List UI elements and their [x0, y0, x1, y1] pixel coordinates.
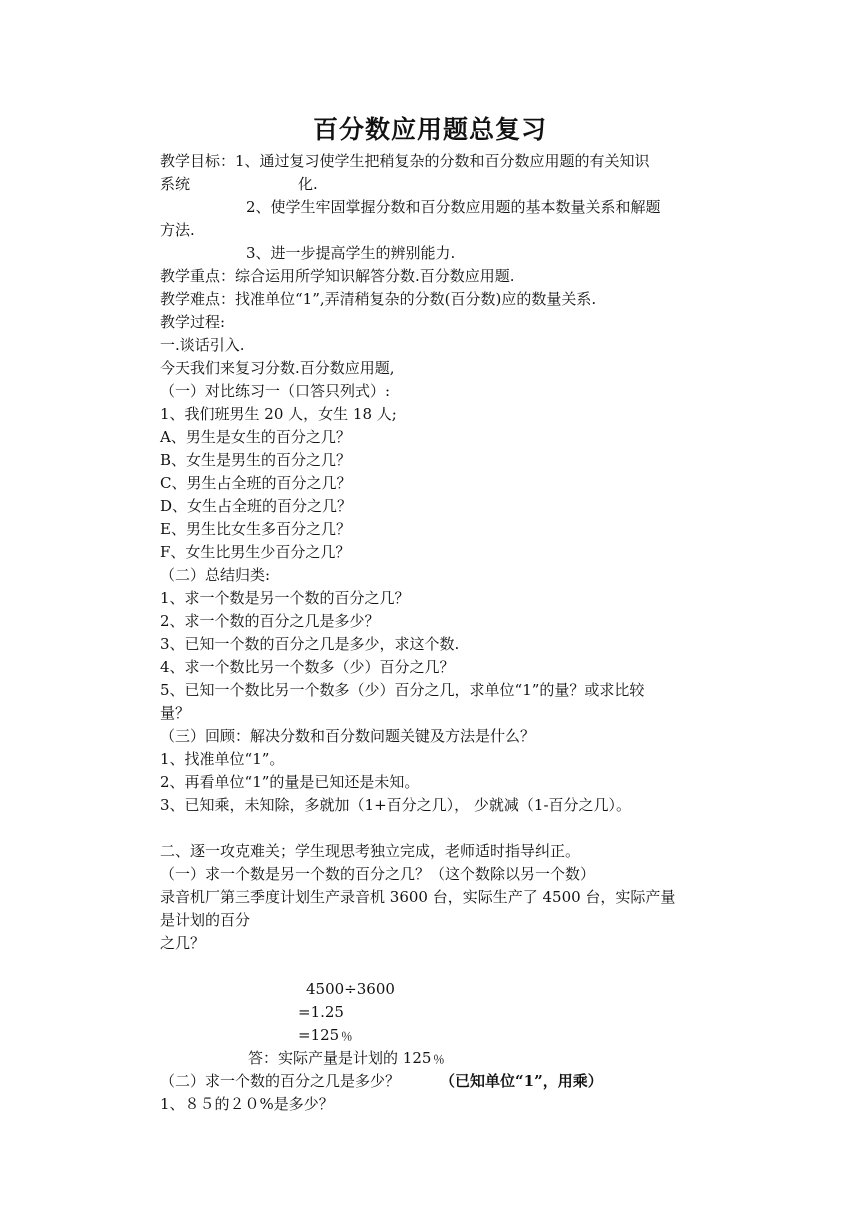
- part1-heading: 一.谈话引入.: [160, 336, 245, 354]
- summary-3: 3、已知一个数的百分之几是多少，求这个数.: [160, 635, 460, 653]
- problem-line-2: 是计划的百分: [160, 911, 251, 929]
- part1-sub2: （二）总结归类:: [160, 566, 271, 584]
- objective-line-4: 方法.: [160, 221, 195, 239]
- review-1: 1、找准单位“1”。: [160, 750, 285, 768]
- part2-sub2: （二）求一个数的百分之几是多少？: [160, 1072, 401, 1090]
- part1-q1: 1、我们班男生 20 人，女生 18 人;: [160, 405, 397, 423]
- document-title: 百分数应用题总复习: [312, 115, 547, 144]
- part1-qf: F、女生比男生少百分之几？: [160, 543, 351, 561]
- part2-heading: 二、逐一攻克难关；学生现思考独立完成，老师适时指导纠正。: [160, 842, 581, 860]
- calc-line-3: =125﹪: [298, 1026, 355, 1044]
- review-2: 2、再看单位“1”的量是已知还是未知。: [160, 773, 420, 791]
- objective-line-5: 3、进一步提高学生的辨别能力.: [246, 244, 456, 262]
- difficulty: 教学难点：找准单位“1”,弄清稍复杂的分数(百分数)应的数量关系.: [160, 290, 597, 308]
- part2-sub2-note: （已知单位“1”，用乘）: [440, 1072, 603, 1090]
- part2-sub1: （一）求一个数是另一个数的百分之几？（这个数除以另一个数）: [160, 865, 596, 883]
- part1-qc: C、男生占全班的百分之几？: [160, 474, 352, 492]
- problem-line-3: 之几？: [160, 934, 206, 952]
- part1-sub1: （一）对比练习一（口答只列式）:: [160, 382, 391, 400]
- summary-2: 2、求一个数的百分之几是多少？: [160, 612, 380, 630]
- summary-5a: 5、已知一个数比另一个数多（少）百分之几，求单位“1”的量？或求比较: [160, 681, 645, 699]
- summary-5b: 量？: [160, 704, 191, 722]
- objective-line-3: 2、使学生牢固掌握分数和百分数应用题的基本数量关系和解题: [246, 198, 661, 216]
- objective-line-2b: 化.: [298, 175, 318, 193]
- answer-line: 答：实际产量是计划的 125﹪: [248, 1049, 447, 1067]
- part2-question: 1、８５的２０%是多少？: [160, 1095, 334, 1113]
- summary-4: 4、求一个数比另一个数多（少）百分之几？: [160, 658, 455, 676]
- objective-line-1: 教学目标：1、通过复习使学生把稍复杂的分数和百分数应用题的有关知识: [160, 152, 650, 170]
- key-point: 教学重点：综合运用所学知识解答分数.百分数应用题.: [160, 267, 515, 285]
- objective-line-2a: 系统: [160, 175, 191, 193]
- part1-qd: D、女生占全班的百分之几？: [160, 497, 353, 515]
- calc-line-2: =1.25: [298, 1003, 344, 1021]
- part1-qe: E、男生比女生多百分之几？: [160, 520, 351, 538]
- part1-sub3: （三）回顾：解决分数和百分数问题关键及方法是什么？: [160, 727, 536, 745]
- process-heading: 教学过程:: [160, 313, 226, 331]
- part1-qa: A、男生是女生的百分之几？: [160, 428, 351, 446]
- part1-qb: B、女生是男生的百分之几？: [160, 451, 352, 469]
- problem-line-1: 录音机厂第三季度计划生产录音机 3600 台，实际生产了 4500 台，实际产量: [160, 888, 676, 906]
- review-3: 3、已知乘，未知除，多就加（1+百分之几）， 少就减（1-百分之几）。: [160, 796, 632, 814]
- part1-intro: 今天我们来复习分数.百分数应用题,: [160, 359, 395, 377]
- summary-1: 1、求一个数是另一个数的百分之几？: [160, 589, 410, 607]
- calc-line-1: 4500÷3600: [306, 980, 395, 998]
